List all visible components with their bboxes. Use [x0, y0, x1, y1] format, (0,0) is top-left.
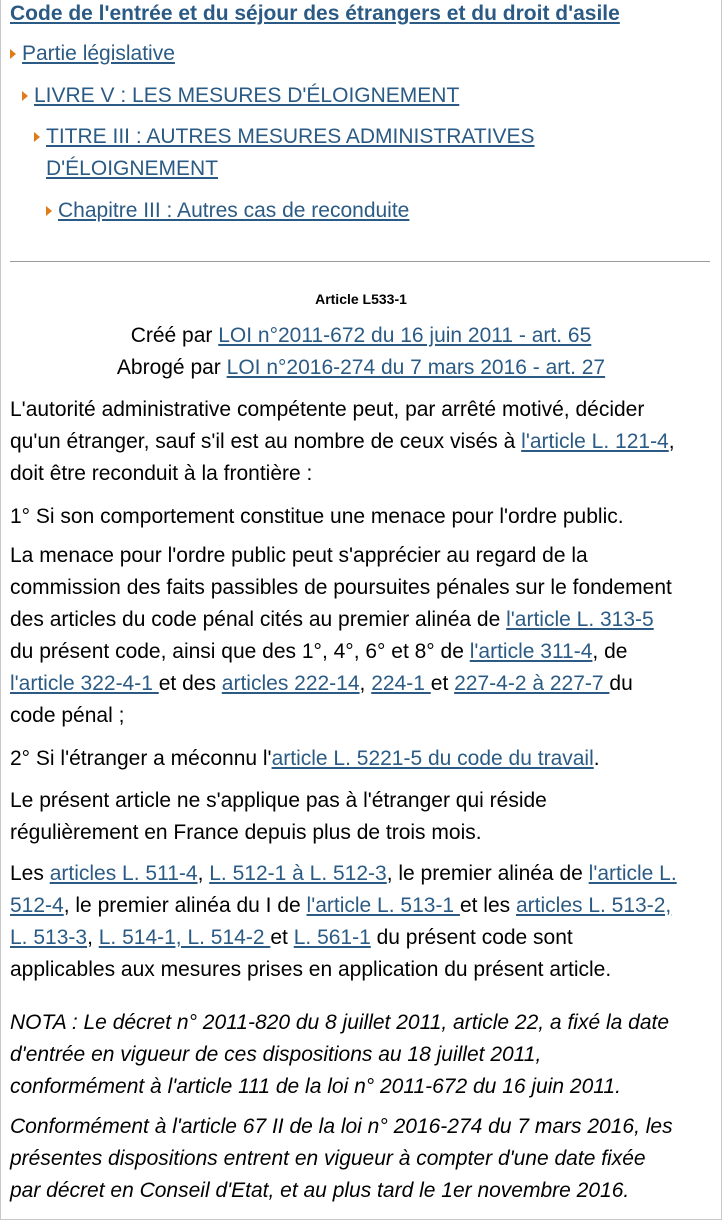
abroge-law-link[interactable]: LOI n°2016-274 du 7 mars 2016 - art. 27: [226, 356, 606, 379]
p6-text: du présent code sont: [370, 926, 573, 949]
p3-line5: [10, 668, 710, 700]
p6-text: ,: [87, 926, 99, 949]
p6-line2: [10, 890, 710, 922]
partie-link[interactable]: Partie législative: [22, 42, 175, 65]
article-l313-5-link[interactable]: l'article L. 313-5: [506, 608, 654, 631]
nota1-line2: d'entrée en vigueur de ces dispositions au 18 juillet 2011,: [10, 1043, 542, 1066]
article-l512-4-link-cont[interactable]: 512-4: [10, 894, 64, 917]
p5-line1: Le présent article ne s'applique pas à l'étranger qui réside: [10, 789, 547, 812]
p4-text: 2° Si l'étranger a méconnu l': [10, 747, 272, 770]
p3-line3: [10, 604, 710, 636]
cree-law-link[interactable]: LOI n°2011-672 du 16 juin 2011 - art. 65: [218, 324, 592, 347]
livre-link[interactable]: LIVRE V : LES MESURES D'ÉLOIGNEMENT: [34, 84, 460, 107]
p3-line4: [10, 636, 710, 668]
p3-line1: La menace pour l'ordre public peut s'apprécier au regard de la: [10, 544, 588, 567]
articles-222-14-link[interactable]: articles 222-14: [221, 672, 360, 695]
nota2-line2: présentes dispositions entrent en vigueur à compter d'une date fixée: [10, 1147, 646, 1170]
articles-l512-1-link[interactable]: L. 512-1 à L. 512-3: [209, 862, 387, 885]
p6-text: et les: [459, 894, 516, 917]
article-l513-3-link[interactable]: L. 513-3: [10, 926, 88, 949]
p3-text: et des: [158, 672, 222, 695]
article-l513-1-link[interactable]: l'article L. 513-1: [306, 894, 460, 917]
p4-text: .: [593, 747, 600, 770]
p6-line1: [10, 858, 710, 890]
p6-text: et: [270, 926, 294, 949]
p6-text: , le premier alinéa du I de: [63, 894, 307, 917]
paragraph-5: [10, 785, 710, 849]
titre-line2: D'ÉLOIGNEMENT: [46, 157, 219, 180]
p3-text: et: [430, 672, 455, 695]
cree-par-line: [0, 320, 722, 352]
p3-text: ,: [359, 672, 372, 695]
p2-line1: 1° Si son comportement constitue une menace pour l'ordre public.: [10, 505, 624, 528]
triangle-right-icon: [46, 206, 52, 216]
chapitre-link[interactable]: Chapitre III : Autres cas de reconduite: [58, 199, 410, 222]
p4-line1: [10, 743, 710, 775]
paragraph-6: [10, 858, 710, 986]
nota1-line1: NOTA : Le décret n° 2011-820 du 8 juillet 2011, article 22, a fixé la date: [10, 1011, 670, 1034]
titre-link[interactable]: [34, 121, 535, 185]
breadcrumb-titre: [34, 121, 535, 185]
p5-line2: régulièrement en France depuis plus de trois mois.: [10, 821, 482, 844]
p3-text: du: [609, 672, 633, 695]
nota-1: [10, 1007, 710, 1103]
article-224-1-link[interactable]: 224-1: [371, 672, 431, 695]
article-322-4-1-link[interactable]: l'article 322-4-1: [10, 672, 159, 695]
paragraph-2: [10, 501, 710, 533]
p1-line3: doit être reconduit à la frontière :: [10, 462, 313, 485]
p1-line2: [10, 426, 710, 458]
p1-comma: ,: [668, 430, 675, 453]
triangle-right-icon: [34, 132, 40, 142]
articles-l514-1-link[interactable]: L. 514-1, L. 514-2: [98, 926, 271, 949]
breadcrumb-partie: [10, 38, 175, 70]
triangle-right-icon: [22, 91, 28, 101]
article-l512-4-link[interactable]: l'article L.: [588, 862, 677, 885]
separator-line: [10, 261, 710, 262]
p6-text: Les: [10, 862, 50, 885]
article-l561-1-link[interactable]: L. 561-1: [293, 926, 371, 949]
breadcrumb-livre: [22, 80, 459, 112]
breadcrumb-chapitre: [46, 195, 409, 227]
abroge-par-line: [0, 352, 722, 384]
p3-text: du présent code, ainsi que des 1°, 4°, 6° et 8° de: [10, 640, 470, 663]
nota2-line1: Conformément à l'article 67 II de la loi n° 2016-274 du 7 mars 2016, les: [10, 1115, 673, 1138]
nota1-line3: conformément à l'article 111 de la loi n° 2011-672 du 16 juin 2011.: [10, 1075, 621, 1098]
articles-227-4-2-link[interactable]: 227-4-2 à 227-7: [454, 672, 610, 695]
article-l121-4-link[interactable]: l'article L. 121-4: [521, 430, 669, 453]
p1-text: qu'un étranger, sauf s'il est au nombre de ceux visés à: [10, 430, 522, 453]
p3-text: , de: [592, 640, 628, 663]
p3-line6: code pénal ;: [10, 704, 125, 727]
article-l5221-5-link[interactable]: article L. 5221-5 du code du travail: [271, 747, 594, 770]
p6-text: ,: [197, 862, 210, 885]
code-title-link[interactable]: Code de l'entrée et du séjour des étrangers et du droit d'asile: [10, 2, 620, 25]
p6-text: , le premier alinéa de: [386, 862, 589, 885]
p6-line4: applicables aux mesures prises en application du présent article.: [10, 958, 612, 981]
p6-line3: [10, 922, 710, 954]
nota2-line3: par décret en Conseil d'Etat, et au plus tard le 1er novembre 2016.: [10, 1179, 630, 1202]
p3-text: des articles du code pénal cités au premier alinéa de: [10, 608, 507, 631]
paragraph-4: [10, 743, 710, 775]
p1-line1: L'autorité administrative compétente peut, par arrêté motivé, décider: [10, 398, 645, 421]
nota-2: [10, 1111, 710, 1207]
p3-line2: commission des faits passibles de poursuites pénales sur le fondement: [10, 576, 672, 599]
cree-prefix: Créé par: [130, 324, 219, 347]
articles-l511-4-link[interactable]: articles L. 511-4: [49, 862, 198, 885]
articles-l513-2-link[interactable]: articles L. 513-2,: [515, 894, 672, 917]
abroge-prefix: Abrogé par: [116, 356, 227, 379]
paragraph-3: [10, 540, 710, 732]
paragraph-1: [10, 394, 710, 490]
article-title: Article L533-1: [315, 291, 407, 307]
article-311-4-link[interactable]: l'article 311-4: [469, 640, 593, 663]
triangle-right-icon: [10, 49, 16, 59]
titre-line1: TITRE III : AUTRES MESURES ADMINISTRATIVES: [46, 125, 535, 148]
